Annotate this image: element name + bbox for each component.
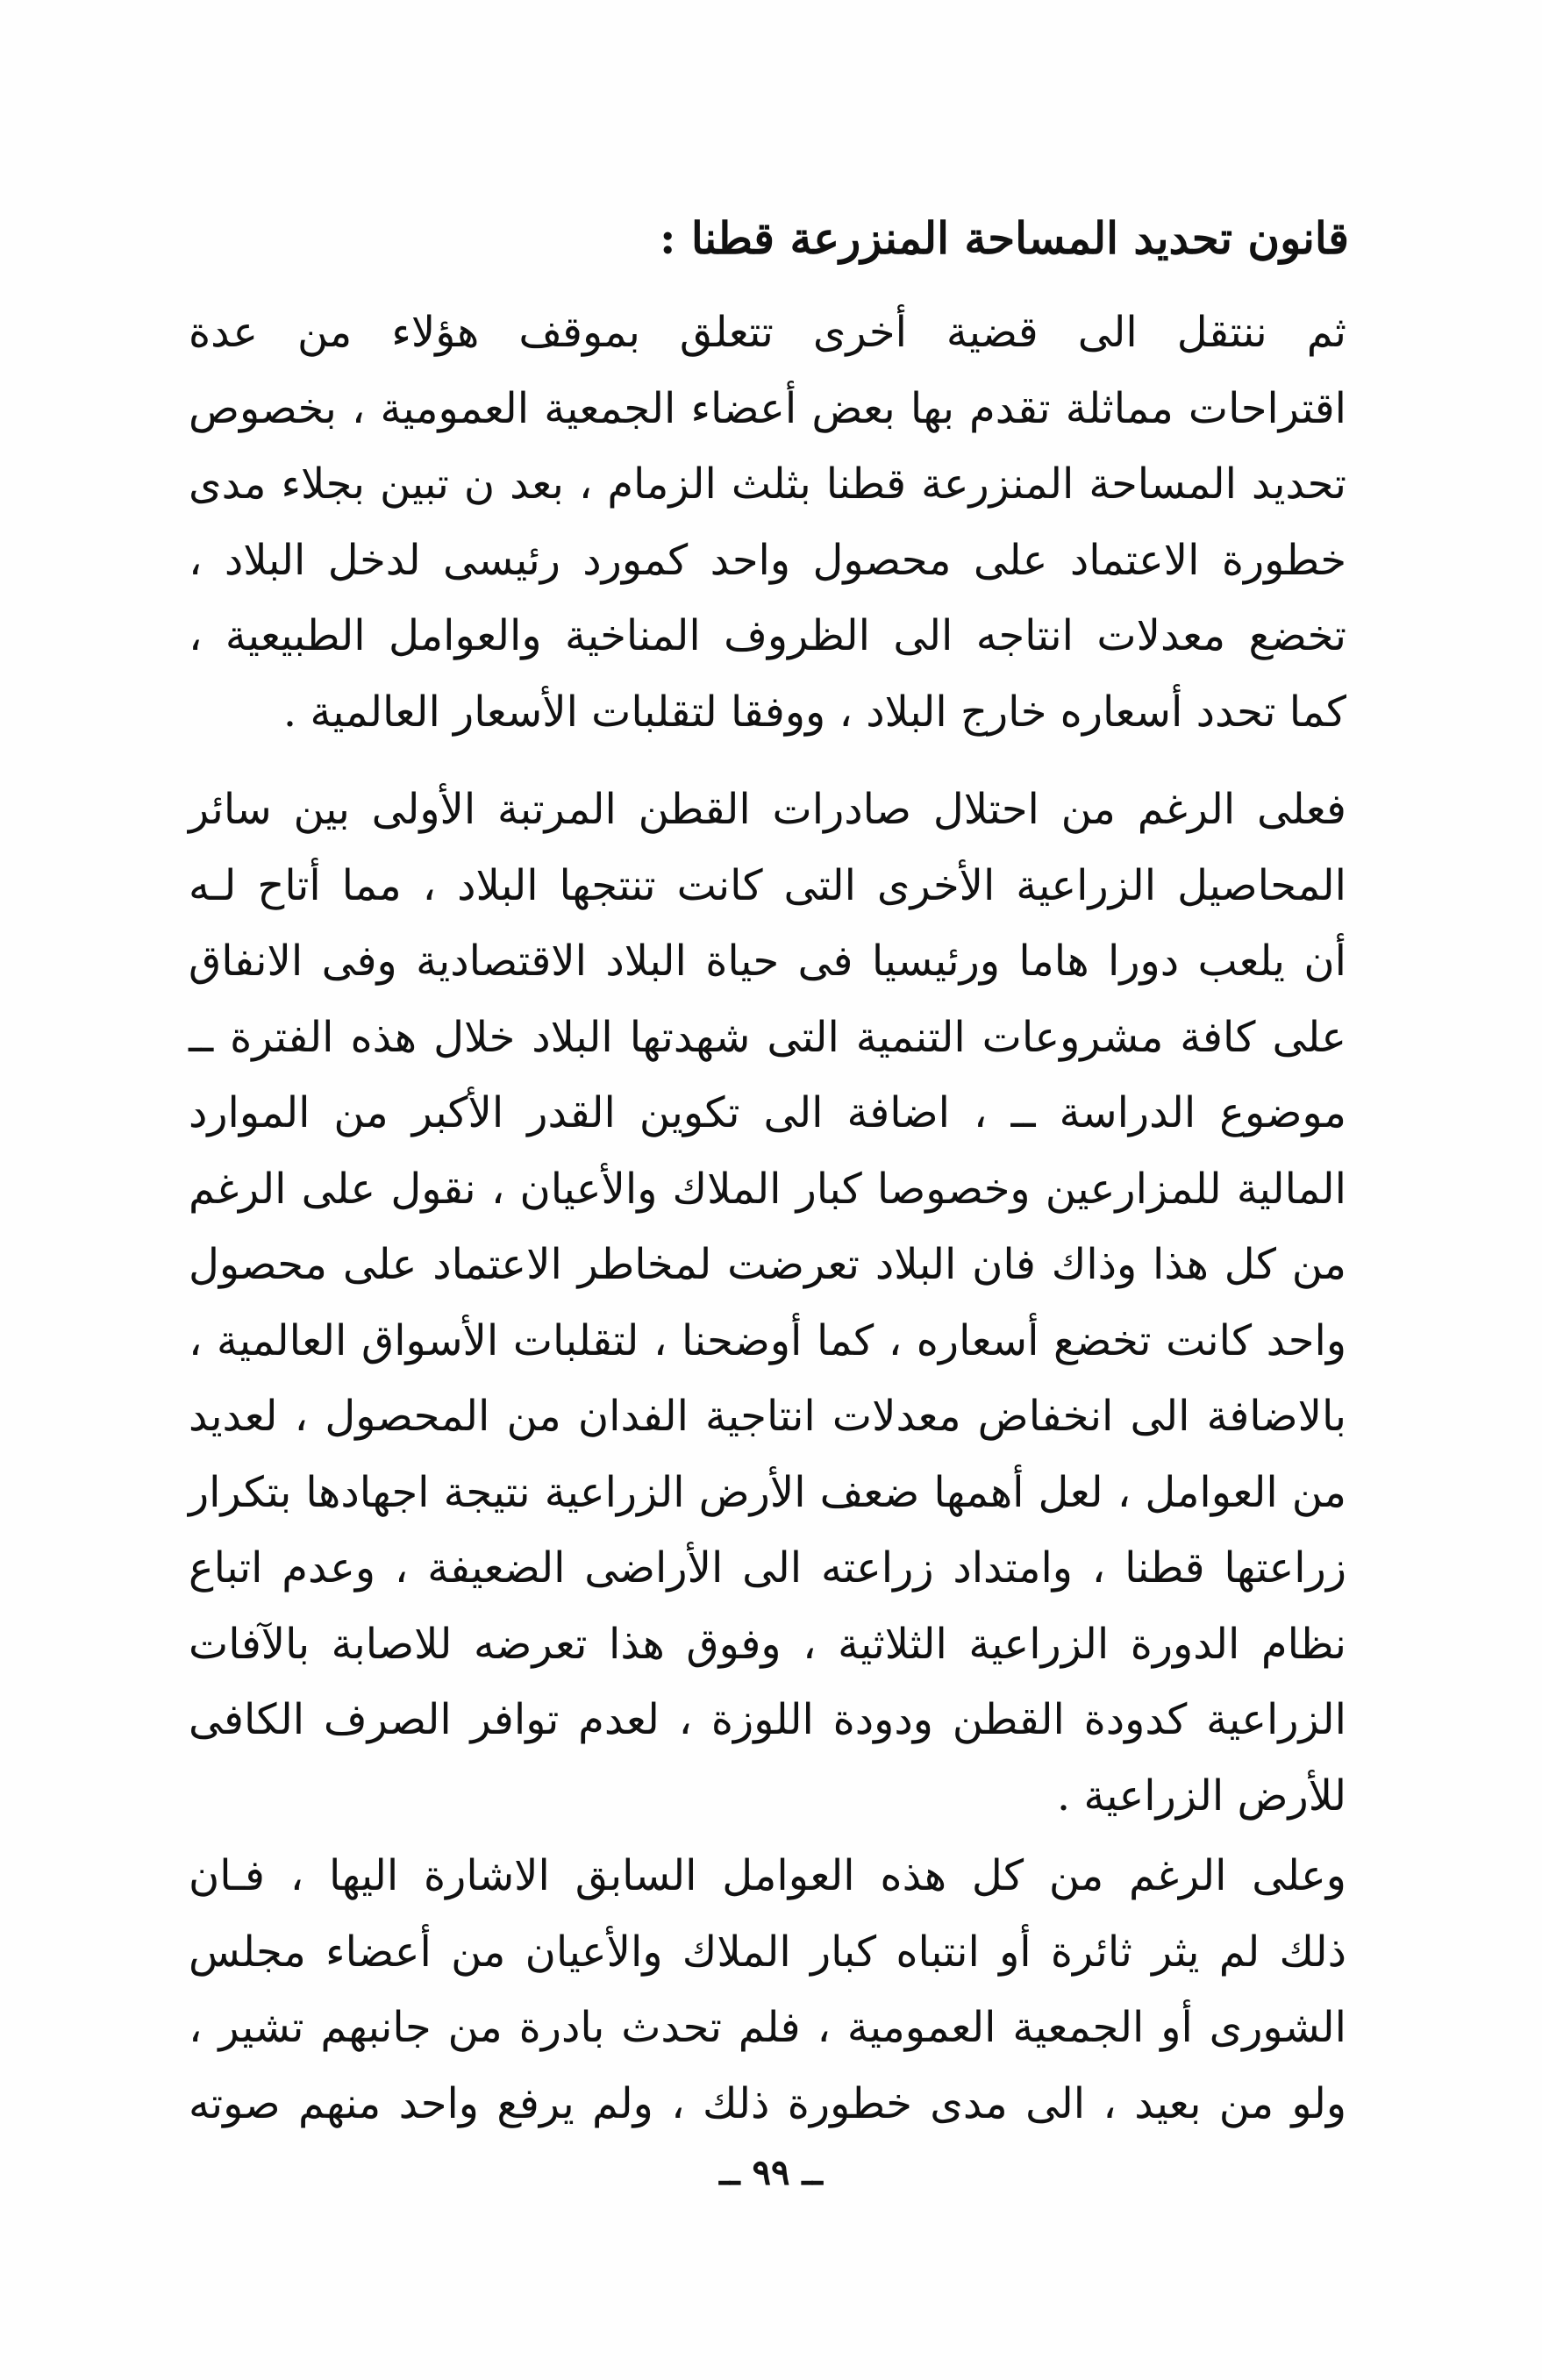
text-line: فعلى الرغم من احتلال صادرات القطن المرتبة الأولى بين سائر: [189, 785, 1346, 834]
page-number: ــ ٩٩ ــ: [719, 2152, 823, 2193]
paragraph-2: [189, 772, 1346, 1834]
text-line: ولو من بعيد ، الى مدى خطورة ذلك ، ولم يرفع واحد منهم صوته: [189, 2078, 1346, 2128]
paragraph-1: [189, 295, 1346, 750]
text-line: وعلى الرغم من كل هذه العوامل السابق الاشارة اليها ، فـان: [189, 1851, 1346, 1900]
text-line: بالاضافة الى انخفاض معدلات انتاجية الفدان من المحصول ، لعديد: [189, 1392, 1346, 1441]
text-line: كما تحدد أسعاره خارج البلاد ، ووفقا لتقلبات الأسعار العالمية .: [282, 687, 1346, 737]
text-line: أن يلعب دورا هاما ورئيسيا فى حياة البلاد الاقتصادية وفى الانفاق: [189, 937, 1347, 986]
text-line: نظام الدورة الزراعية الثلاثية ، وفوق هذا تعرضه للاصابة بالآفات: [189, 1619, 1346, 1669]
text-line: للأرض الزراعية .: [1056, 1771, 1346, 1821]
text-line: زراعتها قطنا ، وامتداد زراعته الى الأراضى الضعيفة ، وعدم اتباع: [189, 1543, 1346, 1593]
text-line: من العوامل ، لعل أهمها ضعف الأرض الزراعية نتيجة اجهادها بتكرار: [189, 1467, 1346, 1517]
text-line: ذلك لم يثر ثائرة أو انتباه كبار الملاك والأعيان من أعضاء مجلس: [189, 1927, 1346, 1977]
paragraph-3: [189, 1838, 1346, 2141]
text-line: اقتراحات مماثلة تقدم بها بعض أعضاء الجمعية العمومية ، بخصوص: [189, 383, 1346, 433]
text-line: المالية للمزارعين وخصوصا كبار الملاك والأعيان ، نقول على الرغم: [189, 1164, 1346, 1214]
text-line: تحديد المساحة المنزرعة قطنا بثلث الزمام ، بعد ن تبين بجلاء مدى: [189, 460, 1346, 509]
text-line: واحد كانت تخضع أسعاره ، كما أوضحنا ، لتقلبات الأسواق العالمية ،: [189, 1315, 1346, 1365]
text-line: على كافة مشروعات التنمية التى شهدتها البلاد خلال هذه الفترة ــ: [189, 1012, 1346, 1062]
text-line: تخضع معدلات انتاجه الى الظروف المناخية والعوامل الطبيعية ،: [189, 611, 1346, 660]
text-line: المحاصيل الزراعية الأخرى التى كانت تنتجها البلاد ، مما أتاح لـه: [189, 860, 1347, 910]
section-heading: قانون تحديد المساحة المنزرعة قطنا :: [659, 212, 1349, 264]
text-line: من كل هذا وذاك فان البلاد تعرضت لمخاطر الاعتماد على محصول: [189, 1240, 1346, 1289]
text-line: موضوع الدراسة ــ ، اضافة الى تكوين القدر الأكبر من الموارد: [189, 1088, 1347, 1137]
text-line: الزراعية كدودة القطن ودودة اللوزة ، لعدم توافر الصرف الكافى: [189, 1695, 1346, 1744]
text-line: الشورى أو الجمعية العمومية ، فلم تحدث بادرة من جانبهم تشير ،: [189, 2003, 1346, 2052]
text-line: ثم ننتقل الى قضية أخرى تتعلق بموقف هؤلاء من عدة: [189, 308, 1346, 357]
text-line: خطورة الاعتماد على محصول واحد كمورد رئيسى لدخل البلاد ،: [189, 535, 1346, 585]
